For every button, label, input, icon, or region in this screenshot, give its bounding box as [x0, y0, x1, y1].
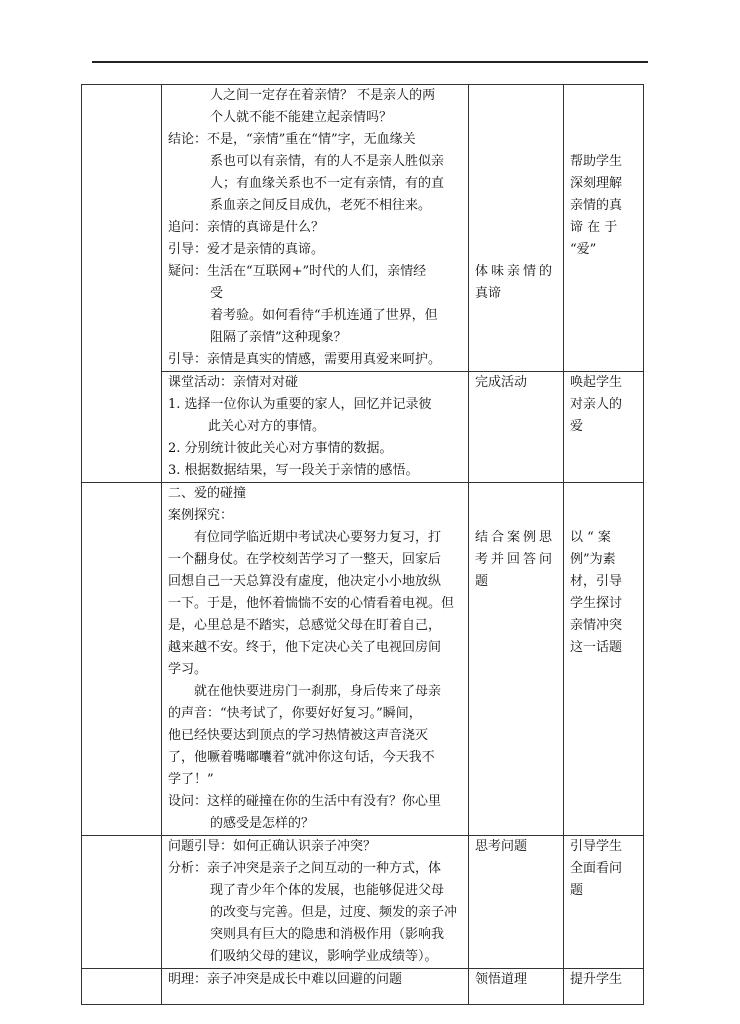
activity-step: 1. 选择一位你认为重要的家人，回忆并记录彼 此关心对方的事情。	[168, 397, 432, 434]
student-activity-cell: 领悟道理	[469, 969, 564, 1005]
case-label: 案例探究：	[168, 508, 234, 523]
intent-line: “爱”	[570, 242, 597, 257]
design-intent-cell: 引导学生 全面看问 题	[564, 836, 644, 969]
lesson-plan-table	[81, 84, 644, 1005]
content-line: 阻隔了亲情”这种现象？	[210, 330, 347, 345]
content-cell: 明理：亲子冲突是成长中难以回避的问题	[162, 969, 469, 1005]
activity-line	[475, 173, 559, 195]
case-paragraph	[168, 527, 464, 681]
paragraph-line: 的声音：“快考试了，你要好好复习。”瞬间，	[168, 706, 422, 721]
paragraph-line: 学了！”	[168, 772, 214, 787]
intent-line	[570, 129, 639, 151]
question-line: 问题引导：如何正确认识亲子冲突？	[168, 839, 377, 854]
activity-title: 课堂活动：亲情对对碰	[168, 375, 299, 390]
paragraph-line: 一个翻身仗。在学校刻苦学习了一整天，回家后	[168, 552, 442, 567]
paragraph-line: 一下。于是，他怀着惴惴不安的心情看着电视。但	[168, 596, 455, 611]
student-activity-cell	[469, 85, 564, 372]
design-intent-cell: 以 “ 案 例”为素 材，引导 学生探讨 亲情冲突 这一话题	[564, 483, 644, 836]
paragraph-line: 回想自己一天总算没有虚度，他决定小小地放纵	[168, 574, 442, 589]
intent-line: 亲情的真	[570, 198, 623, 213]
intent-line: 谛 在 于	[570, 220, 618, 235]
paragraph-line: 有位同学临近期中考试决心要努力复习，打	[194, 530, 442, 545]
paragraph-line: 学习。	[168, 662, 208, 677]
activity-line: 体味亲情的	[475, 264, 556, 279]
activity-line	[475, 151, 559, 173]
student-activity-cell: 结合案例思 考并回答问 题	[469, 483, 564, 836]
section-cell	[82, 85, 162, 483]
student-activity-cell: 完成活动	[469, 372, 564, 483]
header-rule	[92, 61, 648, 63]
intent-line: 帮助学生	[570, 154, 623, 169]
section-cell	[82, 483, 162, 836]
activity-line	[475, 107, 559, 129]
content-line: 追问：亲情的真谛是什么？	[168, 220, 325, 235]
table-row	[82, 372, 644, 483]
content-line: 系血亲之间反目成仇，老死不相往来。	[210, 198, 432, 213]
content-line: 疑问：生活在“互联网+”时代的人们，亲情经	[168, 264, 427, 279]
content-line: 个人就不能不能建立起亲情吗？	[210, 110, 393, 125]
question-line: 的感受是怎样的？	[210, 816, 315, 831]
section-heading: 二、爱的碰撞	[168, 486, 247, 501]
content-cell	[162, 85, 469, 372]
activity-line	[475, 195, 559, 217]
content-line: 着考验。如何看待“手机连通了世界，但	[210, 308, 438, 323]
content-line: 受	[210, 286, 224, 301]
activity-line	[475, 239, 559, 261]
content-line: 系也可以有亲情，有的人不是亲人胜似亲	[210, 154, 445, 169]
content-cell	[162, 483, 469, 836]
activity-line	[475, 129, 559, 151]
section-cell	[82, 969, 162, 1005]
content-line: 结论：不是，“亲情”重在“情”字，无血缘关	[168, 132, 416, 147]
activity-step: 2. 分别统计彼此关心对方事情的数据。	[168, 441, 393, 456]
section-cell	[82, 836, 162, 969]
paragraph-line: 是，心里总是不踏实，总感觉父母在盯着自己，	[168, 618, 442, 633]
case-paragraph	[168, 681, 464, 791]
design-intent-cell: 唤起学生 对亲人的 爱	[564, 372, 644, 483]
table-row	[82, 969, 644, 1005]
table-row	[82, 836, 644, 969]
intent-line	[570, 107, 639, 129]
content-line: 引导：爱才是亲情的真谛。	[168, 242, 325, 257]
activity-step: 3. 根据数据结果，写一段关于亲情的感悟。	[168, 463, 419, 478]
table-row	[82, 483, 644, 836]
content-cell: 问题引导：如何正确认识亲子冲突？ 分析：亲子冲突是亲子之间互动的一种方式，体 现了青少年个体的发展，也能够促进父母 的改变与完善。但是，过度、频发的亲子冲 突则具有巨大的隐患和消极作用（影响我 们吸纳父母的建议，影响学业成绩等）。	[162, 836, 469, 969]
paragraph-line: 他已经快要达到顶点的学习热情被这声音浇灭	[168, 728, 429, 743]
content-line: 人之间一定存在着亲情？ 不是亲人的两	[210, 88, 436, 103]
activity-line: 真谛	[475, 286, 502, 301]
content-line: 引导：亲情是真实的情感，需要用真爱来呵护。	[168, 352, 442, 367]
design-intent-cell	[564, 85, 644, 372]
question-line: 设问：这样的碰撞在你的生活中有没有？你心里	[168, 794, 442, 809]
content-line: 人；有血缘关系也不一定有亲情，有的直	[210, 176, 445, 191]
intent-line	[570, 85, 639, 107]
intent-line: 深刻理解	[570, 176, 623, 191]
table-row	[82, 85, 644, 372]
paragraph-line: 就在他快要进房门一刹那，身后传来了母亲	[194, 684, 442, 699]
activity-line	[475, 217, 559, 239]
student-activity-cell: 思考问题	[469, 836, 564, 969]
design-intent-cell: 提升学生	[564, 969, 644, 1005]
paragraph-line: 了，他噘着嘴嘟囔着“就冲你这句话，今天我不	[168, 750, 435, 765]
paragraph-line: 越来越不安。终于，他下定决心关了电视回房间	[168, 640, 442, 655]
activity-line	[475, 85, 559, 107]
content-cell	[162, 372, 469, 483]
